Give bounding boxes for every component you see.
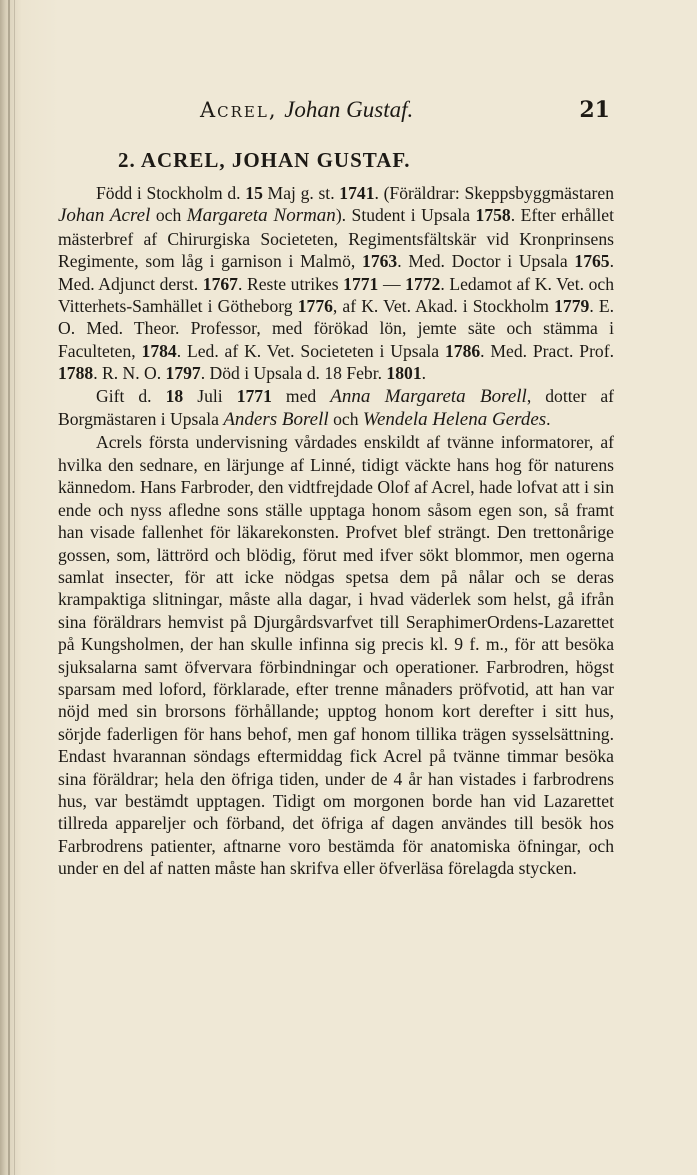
parent-father-name: Johan Acrel	[58, 205, 151, 227]
paragraph-education: Acrels första undervisning vårdades enskildt af tvänne informatorer, af hvilka den sednare, en lärjunge af Linné, tidigt väckte hans hog för naturens kännedom. Hans Farbroder, den vidtfrejdade Olof af Acrel, hade lofvat att i sin ende och nyss afledne sons ställe upptaga honom såsom egen son, så framt han visade fallenhet för läkarekonsten. Profvet blef strängt. Den trettonårige gossen, som, lättrörd och blödig, förut med ifver sökt blommor, men ogerna samlat insecter, för att icke nödgas spetsa dem på nålar och se deras krampaktiga slitningar, måste alla dagar, i hvad väderlek som helst, gå ifrån sina föräldrars hemvist på Djurgårdsvarfvet till SeraphimerOrdens-Lazarettet på Kungsholmen, der han skulle infinna sig precis kl. 9 f. m., för att besöka sjuksalarna samt öfvervara förbindningar och operationer. Farbrodren, högst sparsam med loford, förklarade, efter trenne månaders pröfvotid, att han var nöjd med sin brorsons förhållande; upptog honom kort derefter i sitt hus, sörjde faderligen för hans behof, men gaf honom tillika trägen sysselsättning. Endast hvarannan söndags eftermiddag fick Acrel på tvänne timmar besöka sina föräldrar; hela den öfriga tiden, under de 4 år han vistades i farbrodrens hus, var bestämdt upptagen. Tidigt om morgonen borde han vid Lazarettet tillreda appareljer och förband, det öfriga af dagen användes till besök hos Farbrodrens patienter, aftnarne voro bestämda för anatomiska öfningar, och under en del af natten måste han skrifva eller öfverläsa förelagda stycken.	[58, 432, 614, 879]
paragraph-marriage: Gift d. 18 Juli 1771 med Anna Margareta Borell, dotter af Borgmästaren i Upsala Anders Borell och Wendela Helena Gerdes.	[58, 385, 614, 431]
running-head-given-names: Johan Gustaf.	[284, 97, 414, 122]
father-in-law-name: Anders Borell	[223, 409, 329, 431]
page-gutter-shadow	[8, 0, 10, 1175]
running-head	[190, 96, 610, 124]
entry-heading: 2. ACREL, JOHAN GUSTAF.	[118, 148, 411, 172]
running-head-surname: Acrel,	[200, 98, 278, 122]
paragraph-biography-facts: Född i Stockholm d. 15 Maj g. st. 1741. (Föräldrar: Skeppsbyggmästaren Johan Acrel och Margareta Norman). Student i Upsala 1758. Efter erhållet mästerbref af Chirurgiska Societeten, Regimentsfältskär vid Kronprinsens Regimente, som låg i garnison i Malmö, 1763. Med. Doctor i Upsala 1765. Med. Adjunct derst. 1767. Reste utrikes 1771 — 1772. Ledamot af K. Vet. och Vitterhets-Samhället i Götheborg 1776, af K. Vet. Akad. i Stockholm 1779. E. O. Med. Theor. Professor, med förökad lön, jemte säte och stämma i Faculteten, 1784. Led. af K. Vet. Societeten i Upsala 1786. Med. Pract. Prof. 1788. R. N. O. 1797. Död i Upsala d. 18 Febr. 1801.	[58, 183, 615, 384]
parent-mother-name: Margareta Norman	[186, 205, 336, 227]
page-gutter-shadow-inner	[14, 0, 15, 1175]
spouse-name: Anna Margareta Borell	[330, 385, 527, 407]
mother-in-law-name: Wendela Helena Gerdes	[362, 409, 547, 431]
page-number: 21	[579, 97, 610, 123]
entry-body	[58, 182, 614, 880]
running-head-title	[200, 96, 413, 124]
